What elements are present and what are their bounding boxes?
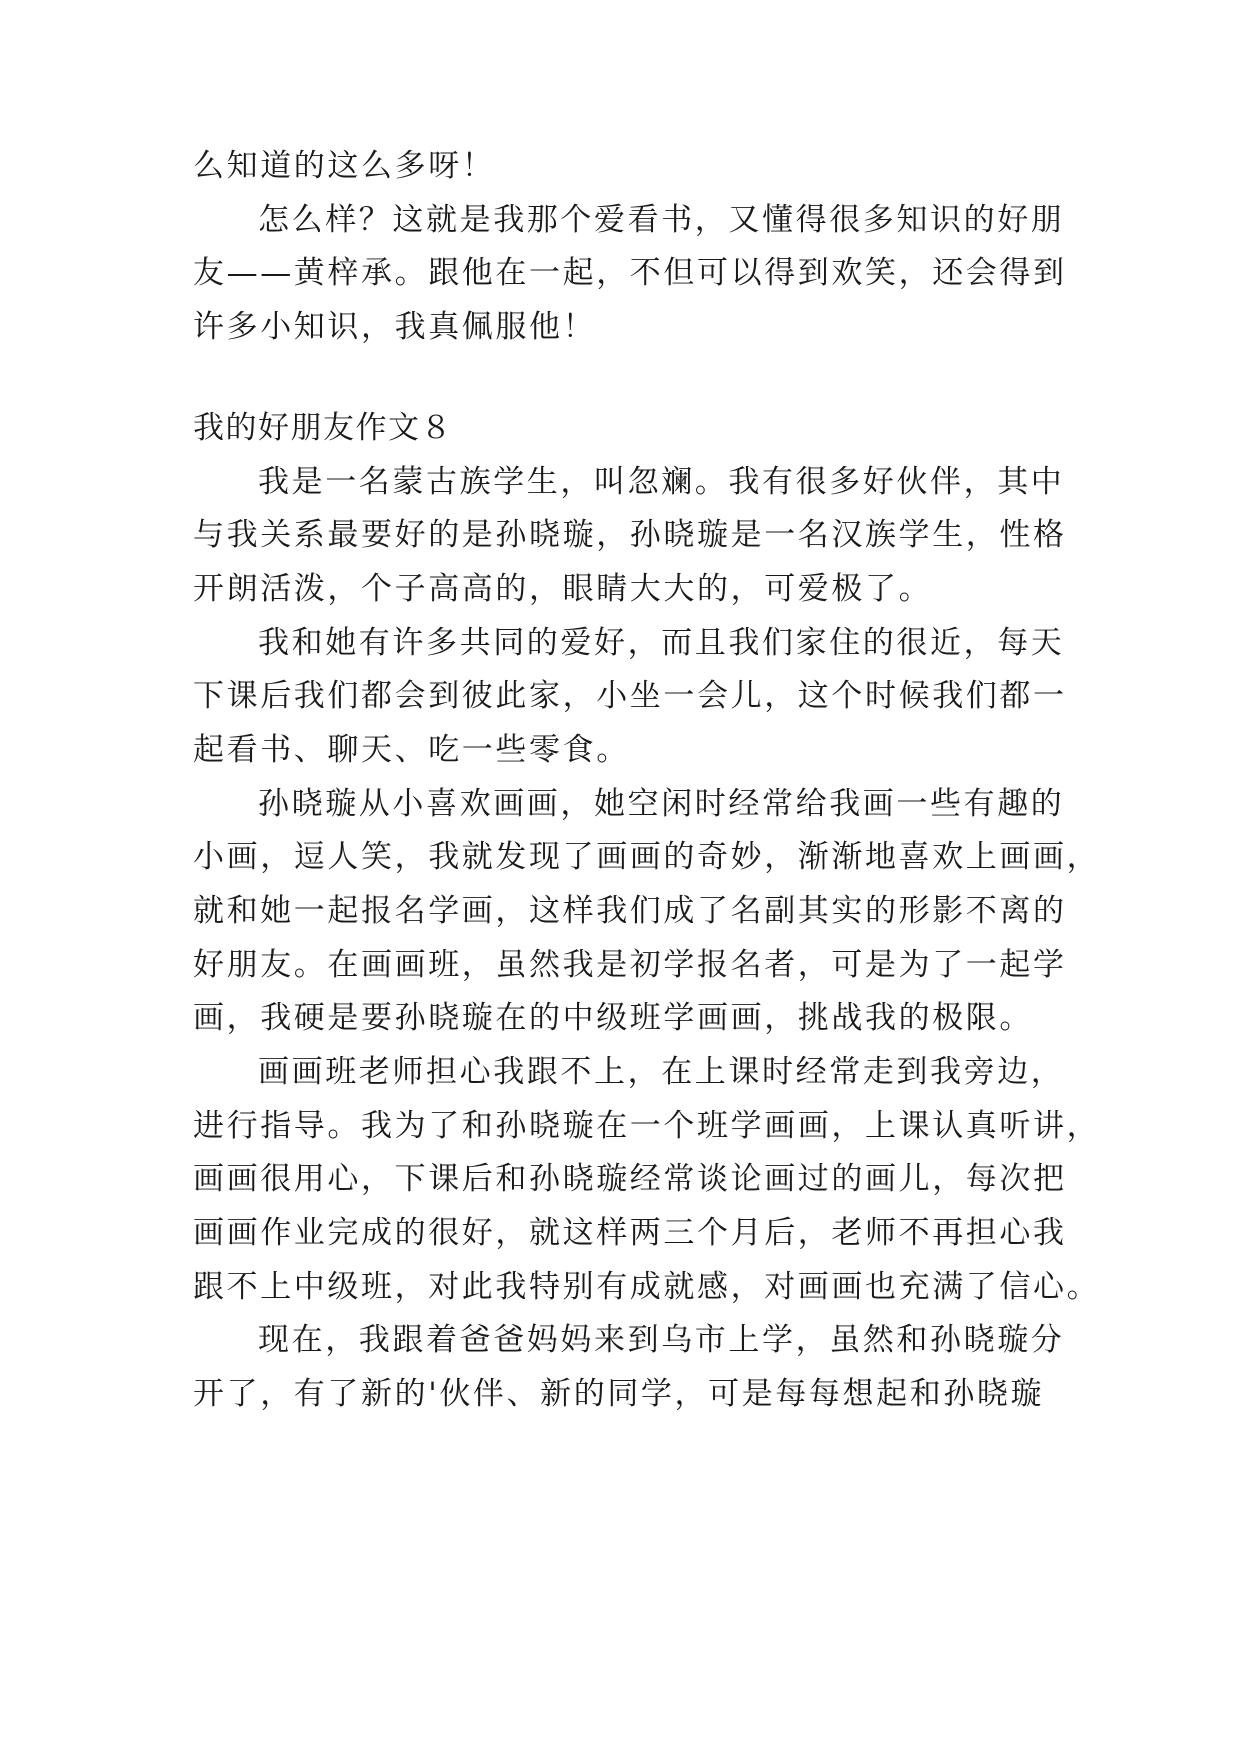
text-line: 画画作业完成的很好，就这样两三个月后，老师不再担心我 — [193, 1215, 1067, 1251]
text-line: 友——黄梓承。跟他在一起，不但可以得到欢笑，还会得到 — [193, 255, 1067, 291]
text-line: 下课后我们都会到彼此家，小坐一会儿，这个时候我们都一 — [193, 678, 1067, 714]
text-line: 许多小知识，我真佩服他！ — [193, 309, 597, 345]
text-line: 开了，有了新的'伙伴、新的同学，可是每每想起和孙晓璇 — [193, 1376, 1045, 1412]
text-line: 就和她一起报名学画，这样我们成了名副其实的形影不离的 — [193, 893, 1067, 929]
text-line: 跟不上中级班，对此我特别有成就感，对画画也充满了信心。 — [193, 1269, 1101, 1305]
text-line: 画画班老师担心我跟不上，在上课时经常走到我旁边， — [258, 1054, 1065, 1090]
text-line: 进行指导。我为了和孙晓璇在一个班学画画，上课认真听讲， — [193, 1108, 1101, 1144]
text-line: 画画很用心，下课后和孙晓璇经常谈论画过的画儿，每次把 — [193, 1161, 1067, 1197]
text-line: 我是一名蒙古族学生，叫忽斓。我有很多好伙伴，其中 — [258, 464, 1065, 500]
text-line: 怎么样？这就是我那个爱看书，又懂得很多知识的好朋 — [258, 202, 1065, 238]
text-line: 画，我硬是要孙晓璇在的中级班学画画，挑战我的极限。 — [193, 1000, 1033, 1036]
text-line: 现在，我跟着爸爸妈妈来到乌市上学，虽然和孙晓璇分 — [258, 1322, 1065, 1358]
text-line: 孙晓璇从小喜欢画画，她空闲时经常给我画一些有趣的 — [258, 786, 1065, 822]
text-line: 么知道的这么多呀！ — [193, 148, 496, 184]
text-line: 我和她有许多共同的爱好，而且我们家住的很近，每天 — [258, 625, 1065, 661]
text-line: 起看书、聊天、吃一些零食。 — [193, 732, 630, 768]
text-line: 小画，逗人笑，我就发现了画画的奇妙，渐渐地喜欢上画画， — [193, 839, 1101, 875]
text-line: 开朗活泼，个子高高的，眼睛大大的，可爱极了。 — [193, 571, 933, 607]
text-line: 好朋友。在画画班，虽然我是初学报名者，可是为了一起学 — [193, 947, 1067, 983]
text-line: 与我关系最要好的是孙晓璇，孙晓璇是一名汉族学生，性格 — [193, 517, 1067, 553]
section-heading: 我的好朋友作文８ — [193, 410, 453, 446]
